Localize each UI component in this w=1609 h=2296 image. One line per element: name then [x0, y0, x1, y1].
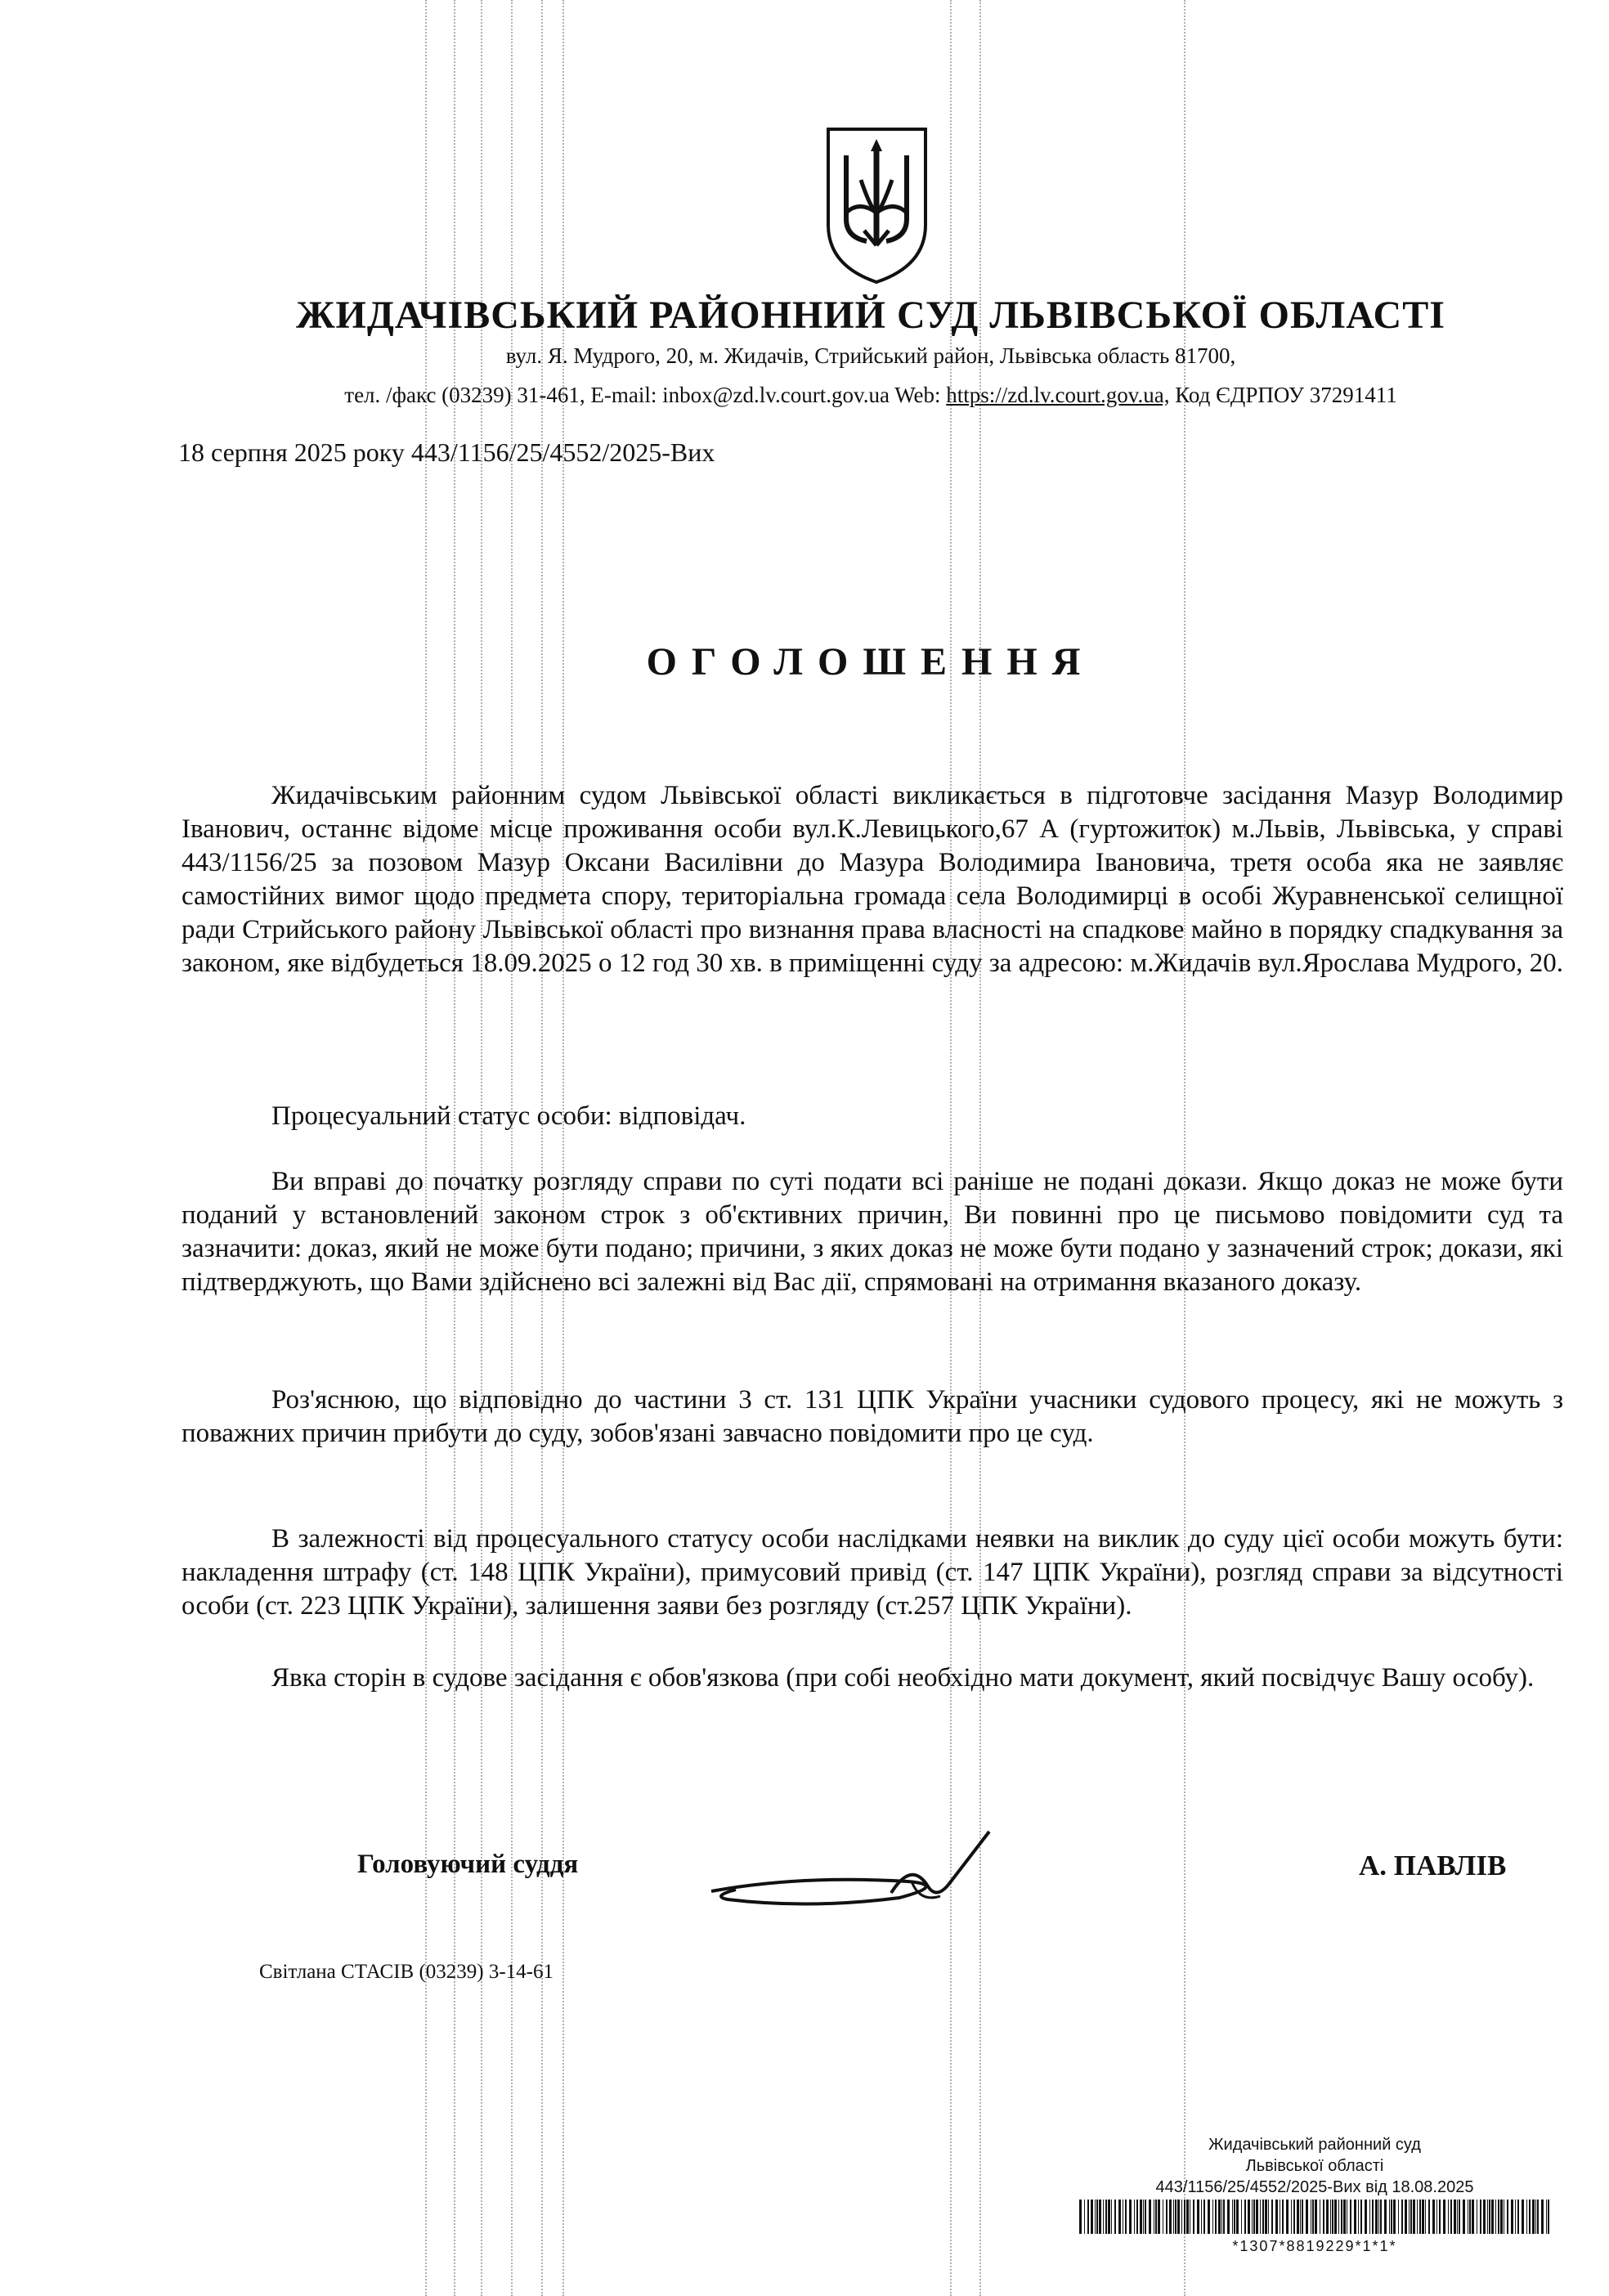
barcode-bar: [1532, 2200, 1535, 2234]
barcode-bar: [1300, 2200, 1301, 2234]
barcode-bar: [1227, 2200, 1230, 2234]
barcode-bar: [1472, 2200, 1474, 2234]
barcode-bar: [1223, 2200, 1225, 2234]
barcode-bar: [1265, 2200, 1267, 2234]
barcode-bar: [1175, 2200, 1176, 2234]
barcode-bar: [1350, 2200, 1351, 2234]
stamp-line-number: 443/1156/25/4552/2025-Вих від 18.08.2025: [1155, 2178, 1474, 2196]
barcode-bar: [1181, 2200, 1182, 2234]
barcode: [1078, 2200, 1552, 2234]
barcode-bar: [1256, 2200, 1258, 2234]
barcode-bar: [1548, 2200, 1549, 2234]
barcode-bar: [1221, 2200, 1222, 2234]
barcode-bar: [1149, 2200, 1151, 2234]
barcode-bar: [1212, 2200, 1213, 2234]
paragraph-status: Процесуальний статус особи: відповідач.: [271, 1101, 746, 1131]
barcode-bar: [1248, 2200, 1250, 2234]
coat-of-arms-trident-icon: [822, 123, 932, 286]
barcode-bar: [1203, 2200, 1205, 2234]
barcode-bar: [1463, 2200, 1465, 2234]
barcode-bar: [1375, 2200, 1378, 2234]
barcode-bar: [1500, 2200, 1503, 2234]
barcode-bar: [1487, 2200, 1488, 2234]
clerk-contact: Світлана СТАСІВ (03239) 3-14-61: [259, 1961, 554, 1983]
barcode-bar: [1341, 2200, 1342, 2234]
barcode-bar: [1409, 2200, 1410, 2234]
paragraph-summons: Жидачівським районним судом Львівської області викликається в підготовче засідання Мазур Володимир Іванович, останнє відоме місце проживання особи вул.К.Левицького,67 А (гуртожиток) м.Львів, Львівська, у справі 443/1156/25 за позовом Мазур Оксани Василівни до Мазура Володимира Івановича, третя особа яка не заявляє самостійних вимог щодо предмета спору, територіальна громада села Володимирці в особі Журавненської селищної ради Стрийського району Львівської області про визнання права власності на спадкове майно в порядку спадкування за законом, яке відбудеться 18.09.2025 о 12 год 30 хв. в приміщенні суду за адресою: м.Жидачів вул.Ярослава Мудрого, 20.: [182, 781, 1563, 978]
barcode-bar: [1454, 2200, 1456, 2234]
edrpou-code: Код ЄДРПОУ 37291411: [1175, 383, 1397, 407]
barcode-bar: [1103, 2200, 1104, 2234]
barcode-bar: [1413, 2200, 1415, 2234]
barcode-bar: [1315, 2200, 1317, 2234]
barcode-bar: [1234, 2200, 1235, 2234]
website-link[interactable]: https://zd.lv.court.gov.ua,: [946, 383, 1170, 407]
barcode-bar: [1143, 2200, 1144, 2234]
barcode-bar: [1111, 2200, 1112, 2234]
barcode-bar: [1326, 2200, 1329, 2234]
paragraph-attendance: Явка сторін в судове засідання є обов'язкова (при собі необхідно мати документ, який посвідчує Вашу особу).: [271, 1663, 1535, 1693]
barcode-bar: [1537, 2200, 1539, 2234]
barcode-bar: [1155, 2200, 1157, 2234]
barcode-bar: [1365, 2200, 1367, 2234]
barcode-bar: [1428, 2200, 1430, 2234]
barcode-bar: [1291, 2200, 1292, 2234]
court-address: вул. Я. Мудрого, 20, м. Жидачів, Стрийський район, Львівська область 81700,: [505, 343, 1236, 368]
barcode-bar: [1334, 2200, 1337, 2234]
judge-role: Головуючий суддя: [357, 1850, 579, 1879]
barcode-bar: [1241, 2200, 1242, 2234]
barcode-bar: [1389, 2200, 1390, 2234]
barcode-bar: [1398, 2200, 1399, 2234]
barcode-bar: [1526, 2200, 1527, 2234]
barcode-bar: [1432, 2200, 1435, 2234]
barcode-bar: [1169, 2200, 1172, 2234]
barcode-bar: [1393, 2200, 1396, 2234]
barcode-bar: [1312, 2200, 1314, 2234]
barcode-bar: [1436, 2200, 1437, 2234]
barcode-text: *1307*8819229*1*1*: [1232, 2238, 1397, 2254]
barcode-bar: [1193, 2200, 1194, 2234]
barcode-bar: [1218, 2200, 1221, 2234]
barcode-bar: [1422, 2200, 1424, 2234]
barcode-bar: [1529, 2200, 1531, 2234]
barcode-bar: [1177, 2200, 1180, 2234]
court-contacts: [0, 383, 1609, 408]
barcode-bar: [1236, 2200, 1239, 2234]
barcode-bar: [1306, 2200, 1308, 2234]
barcode-bar: [1099, 2200, 1101, 2234]
document-title: ОГОЛОШЕННЯ: [646, 640, 1096, 684]
barcode-bar: [1410, 2200, 1412, 2234]
barcode-bar: [1095, 2200, 1096, 2234]
barcode-bar: [1354, 2200, 1356, 2234]
barcode-bar: [1208, 2200, 1210, 2234]
barcode-bar: [1517, 2200, 1519, 2234]
barcode-bar: [1417, 2200, 1418, 2234]
barcode-bar: [1495, 2200, 1496, 2234]
barcode-bar: [1087, 2200, 1089, 2234]
barcode-bar: [1145, 2200, 1146, 2234]
barcode-bar: [1105, 2200, 1107, 2234]
handwritten-signature: [703, 1827, 1014, 1917]
barcode-bar: [1282, 2200, 1284, 2234]
barcode-bar: [1186, 2200, 1189, 2234]
barcode-bar: [1507, 2200, 1508, 2234]
barcode-bar: [1197, 2200, 1199, 2234]
barcode-bar: [1118, 2200, 1121, 2234]
barcode-bar: [1372, 2200, 1374, 2234]
barcode-bar: [1419, 2200, 1421, 2234]
barcode-bar: [1293, 2200, 1295, 2234]
stamp-line-court: Жидачівський районний суд: [1208, 2136, 1421, 2154]
barcode-bar: [1369, 2200, 1370, 2234]
document-reference: 18 серпня 2025 року 443/1156/25/4552/2025-Вих: [178, 437, 715, 467]
barcode-bar: [1338, 2200, 1339, 2234]
barcode-bar: [1332, 2200, 1333, 2234]
barcode-bar: [1275, 2200, 1278, 2234]
barcode-bar: [1215, 2200, 1217, 2234]
barcode-bar: [1079, 2200, 1082, 2234]
registration-stamp: [1078, 2134, 1552, 2257]
barcode-bar: [1323, 2200, 1324, 2234]
barcode-bar: [1391, 2200, 1392, 2234]
barcode-bar: [1302, 2200, 1303, 2234]
barcode-bar: [1459, 2200, 1460, 2234]
barcode-bar: [1260, 2200, 1261, 2234]
barcode-bar: [1511, 2200, 1513, 2234]
contacts-text: тел. /факс (03239) 31-461, E-mail: inbox@zd.lv.court.gov.ua Web:: [344, 383, 941, 407]
barcode-bar: [1136, 2200, 1138, 2234]
barcode-bar: [1297, 2200, 1299, 2234]
barcode-bar: [1091, 2200, 1093, 2234]
barcode-bar: [1268, 2200, 1269, 2234]
court-name: ЖИДАЧІВСЬКИЙ РАЙОННИЙ СУД ЛЬВІВСЬКОЇ ОБЛАСТІ: [296, 294, 1445, 337]
barcode-bar: [1457, 2200, 1458, 2234]
barcode-bar: [1114, 2200, 1116, 2234]
barcode-bar: [1358, 2200, 1359, 2234]
barcode-bar: [1546, 2200, 1547, 2234]
barcode-bar: [1541, 2200, 1544, 2234]
barcode-bar: [1425, 2200, 1426, 2234]
barcode-bar: [1096, 2200, 1098, 2234]
barcode-bar: [1201, 2200, 1202, 2234]
paragraph-consequences: В залежності від процесуального статусу особи наслідками неявки на виклик до суду цієї особи можуть бути: накладення штрафу (ст. 148 ЦПК України), примусовий привід (ст. 147 ЦПК України), розгляд справи за відсутності особи (ст. 223 ЦПК України), залишення заяви без розгляду (ст.257 ЦПК України).: [182, 1524, 1563, 1621]
barcode-bar: [1140, 2200, 1142, 2234]
barcode-bar: [1244, 2200, 1246, 2234]
barcode-bar: [1253, 2200, 1255, 2234]
judge-name: А. ПАВЛІВ: [1359, 1850, 1507, 1881]
barcode-bar: [1271, 2200, 1273, 2234]
barcode-bar: [1489, 2200, 1490, 2234]
barcode-bar: [1252, 2200, 1253, 2234]
barcode-bar: [1483, 2200, 1486, 2234]
barcode-bar: [1380, 2200, 1382, 2234]
barcode-bar: [1084, 2200, 1085, 2234]
barcode-bar: [1491, 2200, 1494, 2234]
stamp-line-region: Львівської області: [1245, 2157, 1384, 2175]
barcode-bar: [1232, 2200, 1233, 2234]
paragraph-evidence: Ви вправі до початку розгляду справи по суті подати всі раніше не подані докази. Якщо доказ не може бути поданий у встановлений законом строк з об'єктивних причин, Ви повинні про це письмово повідомити суд та зазначити: доказ, який не може бути подано; причини, з яких доказ не може бути подано у зазначений строк; докази, які підтверджують, що Вами здійснено всі залежні від Вас дії, спрямовані на отримання вказаного доказу.: [182, 1167, 1563, 1297]
barcode-bar: [1384, 2200, 1387, 2234]
barcode-bar: [1262, 2200, 1264, 2234]
barcode-bar: [1184, 2200, 1185, 2234]
barcode-bar: [1443, 2200, 1445, 2234]
barcode-bar: [1450, 2200, 1452, 2234]
barcode-bar: [1134, 2200, 1135, 2234]
barcode-bar: [1469, 2200, 1471, 2234]
barcode-bar: [1515, 2200, 1516, 2234]
barcode-bar: [1480, 2200, 1481, 2234]
barcode-bar: [1129, 2200, 1132, 2234]
barcode-bar: [1125, 2200, 1127, 2234]
barcode-bar: [1343, 2200, 1346, 2234]
barcode-bar: [1378, 2200, 1379, 2234]
barcode-bar: [1535, 2200, 1536, 2234]
barcode-bar: [1108, 2200, 1110, 2234]
barcode-bar: [1448, 2200, 1449, 2234]
barcode-bar: [1330, 2200, 1331, 2234]
barcode-bar: [1173, 2200, 1174, 2234]
paragraph-notice: Роз'яснюю, що відповідно до частини 3 ст. 131 ЦПК України учасники судового процесу, які не можуть з поважних причин прибути до суду, зобов'язані завчасно повідомити про це суд.: [182, 1385, 1563, 1448]
barcode-bar: [1401, 2200, 1403, 2234]
barcode-bar: [1405, 2200, 1407, 2234]
barcode-bar: [1522, 2200, 1524, 2234]
barcode-bar: [1439, 2200, 1441, 2234]
barcode-bar: [1360, 2200, 1362, 2234]
barcode-bar: [1166, 2200, 1168, 2234]
barcode-bar: [1286, 2200, 1289, 2234]
barcode-bar: [1158, 2200, 1160, 2234]
barcode-bar: [1498, 2200, 1499, 2234]
